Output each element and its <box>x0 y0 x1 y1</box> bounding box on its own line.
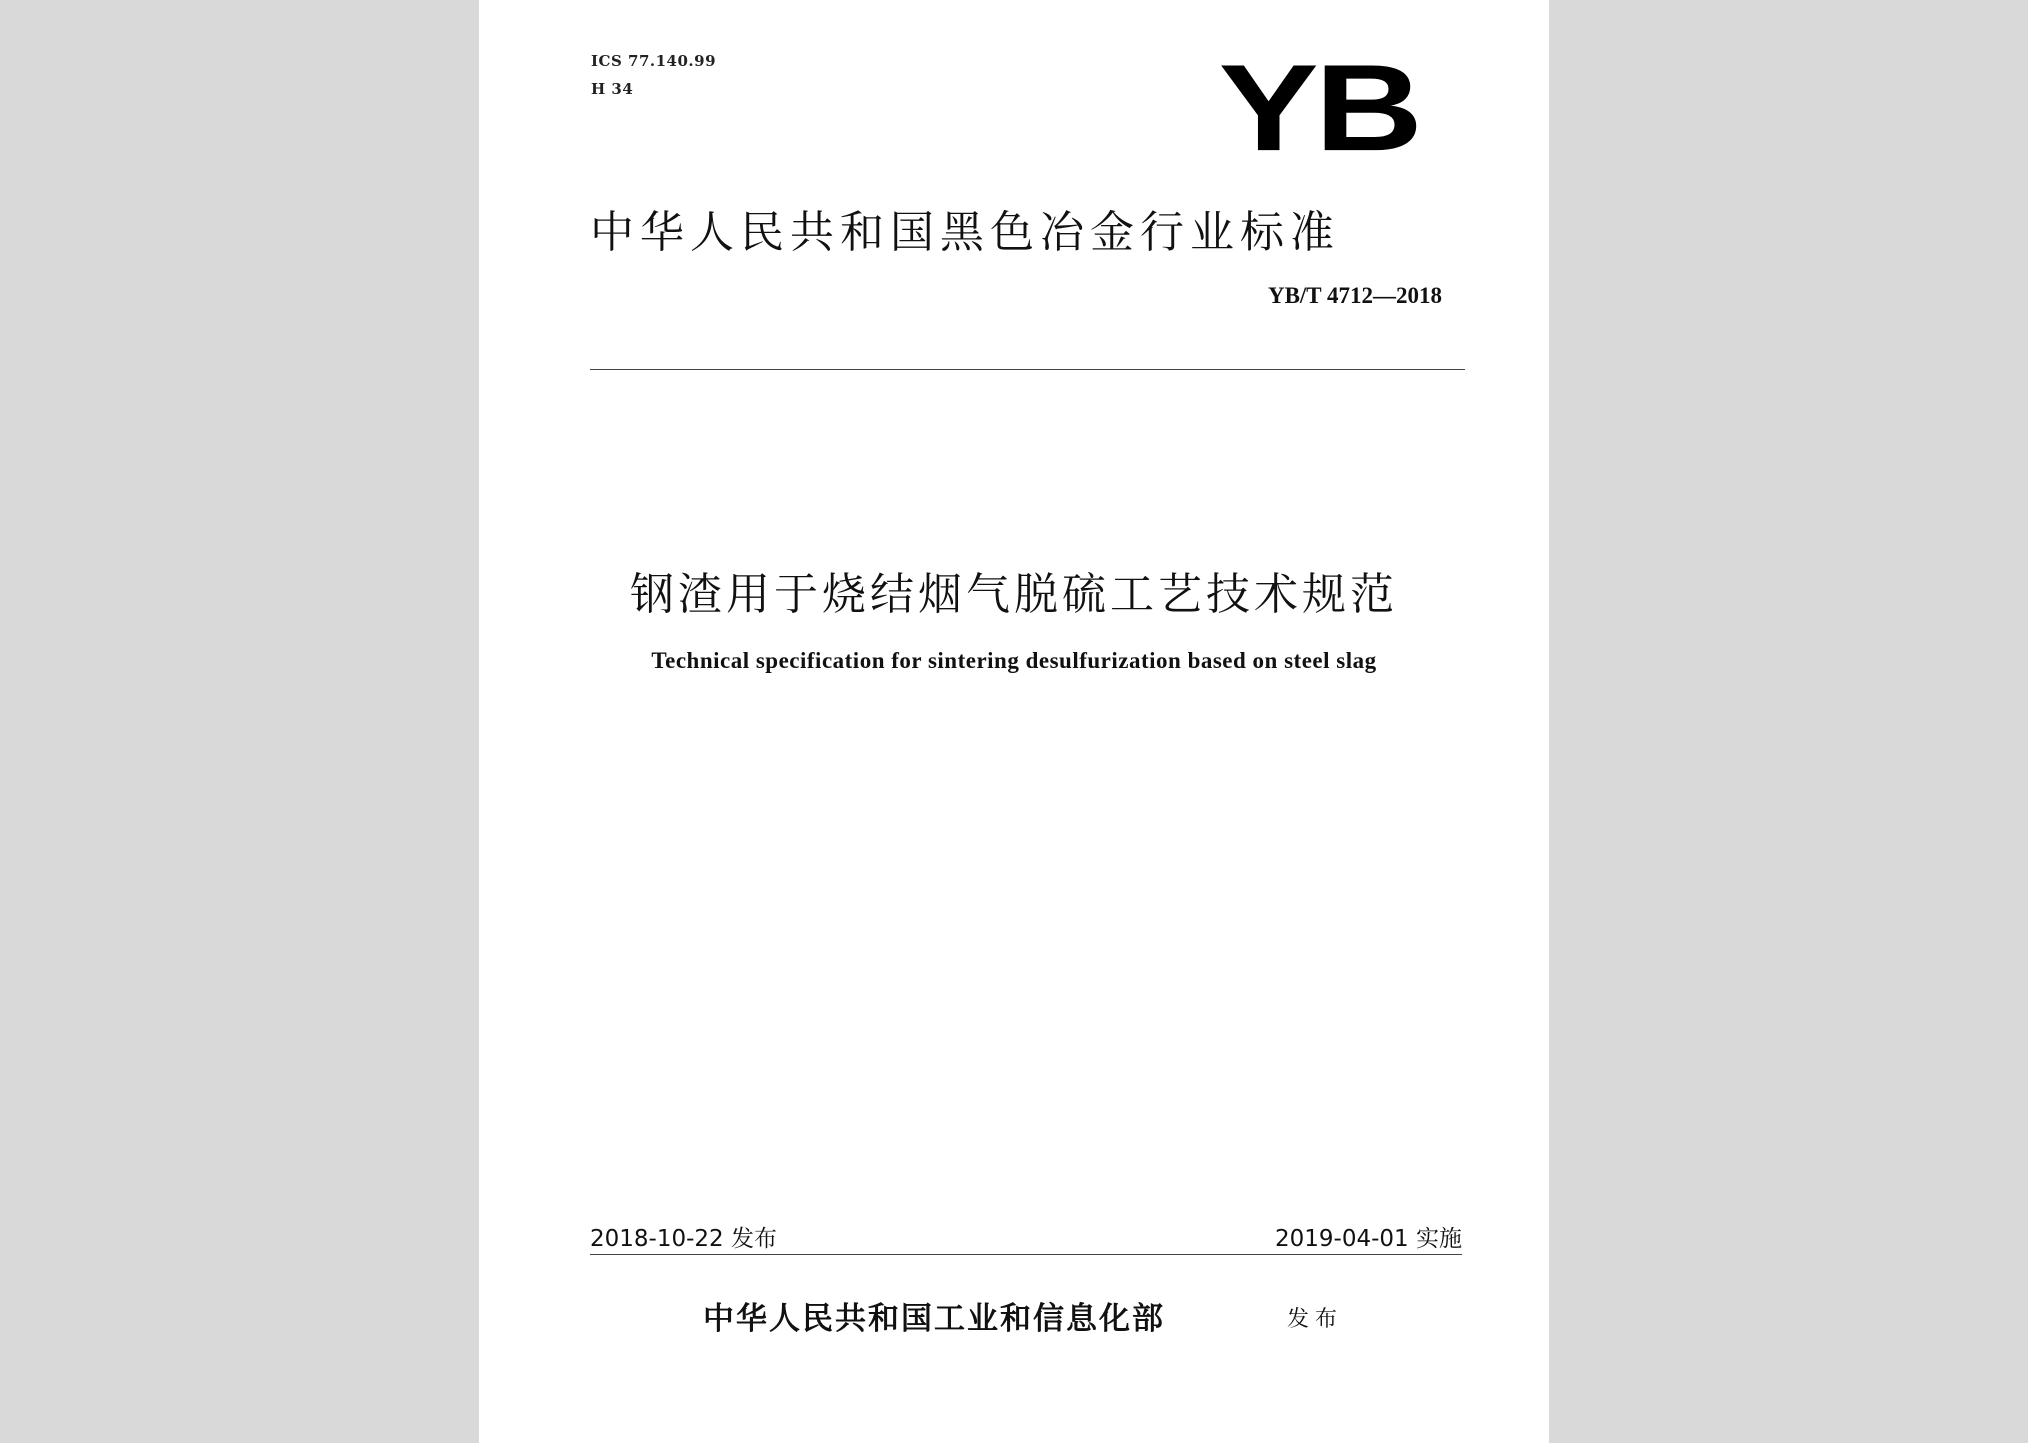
yb-logo: YB <box>1218 38 1419 177</box>
standard-code: YB/T 4712—2018 <box>1267 283 1442 308</box>
implementation-date: 2019-04-01 实施 <box>1275 1226 1462 1252</box>
ics-code: ICS 77.140.99 <box>591 52 717 70</box>
document-english-title: Technical specification for sintering desulfurization based on steel slag <box>651 648 1377 673</box>
classification-code: H 34 <box>591 80 634 98</box>
publisher-name: 中华人民共和国工业和信息化部 <box>703 1301 1165 1337</box>
document-title: 钢渣用于烧结烟气脱硫工艺技术规范 <box>630 569 1398 620</box>
issue-date: 2018-10-22 发布 <box>590 1226 777 1252</box>
document-page <box>479 0 1549 1443</box>
standard-type-title: 中华人民共和国黑色冶金行业标准 <box>590 207 1340 258</box>
publish-label: 发布 <box>1287 1307 1344 1332</box>
top-divider <box>590 369 1465 370</box>
bottom-divider <box>590 1254 1462 1255</box>
